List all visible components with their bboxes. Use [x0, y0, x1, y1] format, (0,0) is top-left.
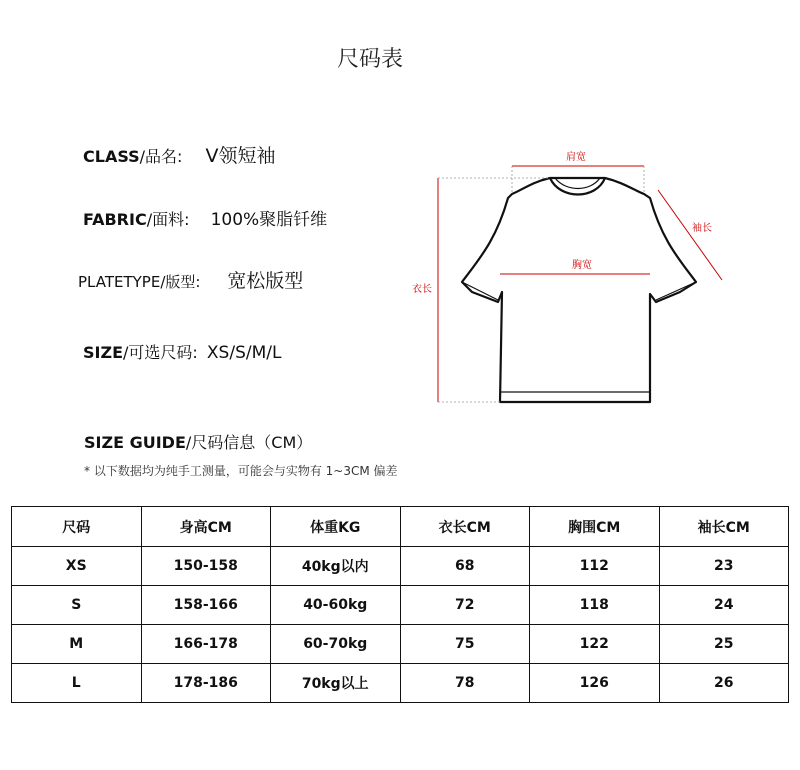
header-sleeve: 袖长CM: [659, 507, 789, 547]
cell-chest: 118: [530, 586, 660, 625]
tshirt-diagram: [400, 140, 730, 410]
size-guide-label-cn: /尺码信息（CM）: [185, 433, 313, 452]
cell-weight: 40-60kg: [271, 586, 401, 625]
size-guide-heading: [84, 430, 312, 453]
cell-size: S: [12, 586, 142, 625]
table-row: [12, 547, 789, 586]
spec-size-value: XS/S/M/L: [206, 343, 282, 363]
spec-plate-value: 宽松版型: [227, 270, 304, 292]
table-row: [12, 664, 789, 703]
measurement-note: * 以下数据均为纯手工测量，可能会与实物有 1~3CM 偏差: [84, 464, 398, 478]
chest-label: 胸宽: [572, 260, 592, 271]
cell-length: 75: [400, 625, 530, 664]
cell-chest: 112: [530, 547, 660, 586]
cell-sleeve: 25: [659, 625, 789, 664]
table-header-row: [12, 507, 789, 547]
spec-plate-label: PLATETYPE/版型:: [78, 273, 201, 291]
cell-size: L: [12, 664, 142, 703]
header-height: 身高CM: [141, 507, 271, 547]
cell-length: 78: [400, 664, 530, 703]
cell-size: M: [12, 625, 142, 664]
sleeve-measure-line: [658, 190, 722, 280]
spec-fabric-label-cn: /面料:: [146, 210, 190, 229]
header-weight: 体重KG: [271, 507, 401, 547]
spec-fabric-value: 100%聚脂钎维: [210, 210, 328, 230]
spec-class-label-cn: /品名:: [139, 147, 183, 166]
table-row: [12, 586, 789, 625]
cell-height: 166-178: [141, 625, 271, 664]
spec-class: [83, 141, 276, 168]
spec-fabric-label: FABRIC: [83, 210, 147, 229]
length-label: 衣长: [412, 284, 432, 295]
cell-weight: 40kg以内: [271, 547, 401, 586]
spec-size-label: SIZE: [83, 343, 124, 362]
tshirt-outline-icon: [462, 178, 696, 402]
table-row: [12, 625, 789, 664]
size-table: [11, 506, 789, 703]
cell-chest: 122: [530, 625, 660, 664]
cell-size: XS: [12, 547, 142, 586]
cell-chest: 126: [530, 664, 660, 703]
header-length: 衣长CM: [400, 507, 530, 547]
cell-sleeve: 24: [659, 586, 789, 625]
header-chest: 胸围CM: [530, 507, 660, 547]
cell-weight: 60-70kg: [271, 625, 401, 664]
header-size: 尺码: [12, 507, 142, 547]
cell-length: 68: [400, 547, 530, 586]
cell-height: 178-186: [141, 664, 271, 703]
cell-weight: 70kg以上: [271, 664, 401, 703]
spec-size: [83, 340, 281, 363]
cell-height: 150-158: [141, 547, 271, 586]
spec-plate: [78, 266, 303, 293]
spec-fabric: [83, 205, 327, 230]
page-title: 尺码表: [336, 47, 403, 72]
sleeve-label: 袖长: [692, 223, 712, 234]
shoulder-label: 肩宽: [566, 152, 586, 163]
size-guide-label: SIZE GUIDE: [84, 433, 186, 452]
cell-sleeve: 26: [659, 664, 789, 703]
spec-class-label: CLASS: [83, 147, 140, 166]
cell-sleeve: 23: [659, 547, 789, 586]
cell-length: 72: [400, 586, 530, 625]
spec-class-value: V领短袖: [205, 145, 276, 167]
cell-height: 158-166: [141, 586, 271, 625]
spec-size-label-cn: /可选尺码:: [123, 343, 198, 362]
